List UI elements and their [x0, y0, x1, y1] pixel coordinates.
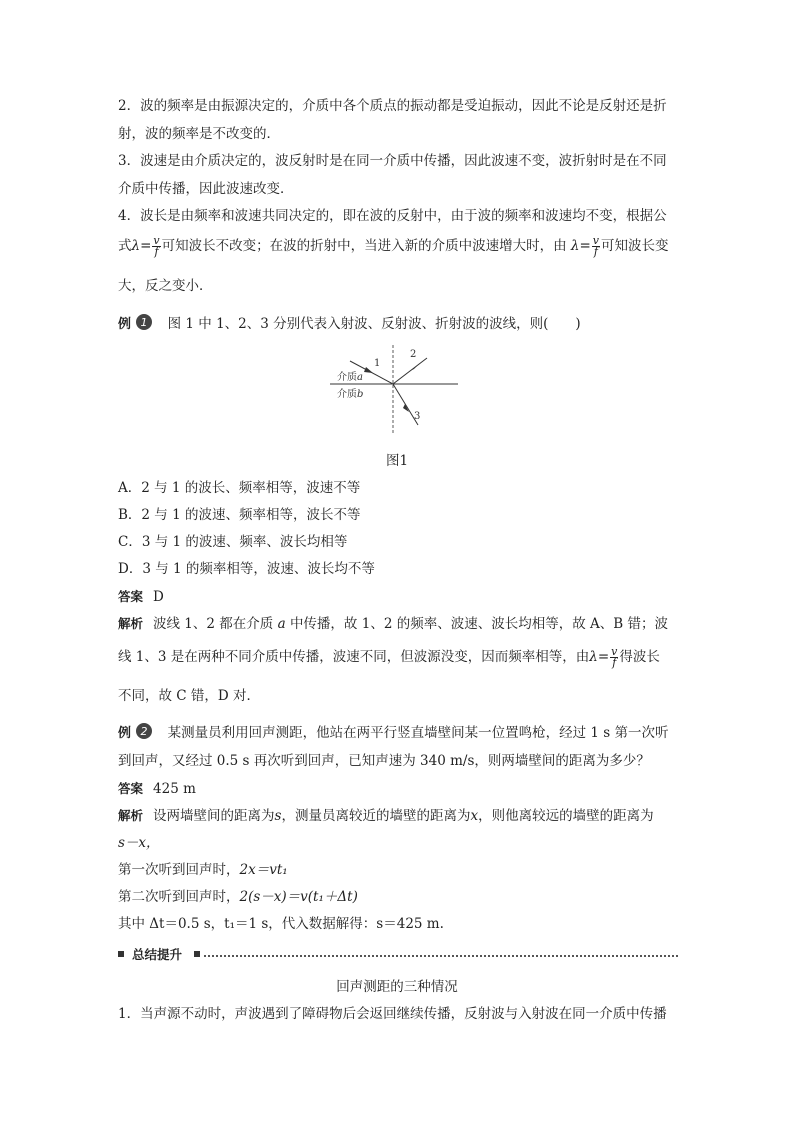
figure-caption: 图1 — [385, 453, 409, 469]
example2-line2: 到回声，又经过 0.5 s 再次听到回声，已知声速为 340 m/s，则两墙壁间的距离为多少？ — [118, 753, 650, 769]
svg-text:介质b: 介质b — [337, 389, 364, 400]
square-bullet-icon — [194, 951, 200, 957]
option-d: D．3 与 1 的频率相等，波速、波长均不等 — [118, 561, 375, 577]
para4-line3: 大，反之变小． — [118, 278, 213, 294]
number-circle-icon — [135, 722, 153, 740]
para2-line2: 射，波的频率是不改变的． — [118, 126, 280, 142]
para4-line1: 4．波长是由频率和波速共同决定的，即在波的反射中，由于波的频率和波速均不变，根据公 — [118, 208, 667, 224]
svg-text:3: 3 — [414, 411, 421, 422]
example2-line1: 例 2 某测量员利用回声测距，他站在两平行竖直墙壁间某一位置鸣枪，经过 1 s 第一次听 — [118, 722, 669, 744]
svg-text:介质a: 介质a — [337, 372, 363, 383]
option-c: C．3 与 1 的波速、频率、波长均相等 — [118, 534, 348, 550]
svg-text:1: 1 — [140, 316, 148, 329]
example2-analysis-line1: 解析 设两墙壁间的距离为s，测量员离较近的墙壁的距离为x，则他离较远的墙壁的距离为 — [118, 808, 654, 824]
option-b: B．2 与 1 的波速、频率相等，波长不等 — [118, 507, 361, 523]
svg-text:2: 2 — [140, 725, 148, 738]
fraction-v-over-f: $\frac{v}{f}$ — [592, 234, 599, 258]
example2-second-echo: 第二次听到回声时，2(s－x)＝v(t₁＋Δt) — [118, 889, 358, 905]
example2-answer: 答案 425 m — [118, 781, 196, 797]
number-circle-icon — [135, 313, 153, 331]
example1-stem: 例 1 图 1 中 1、2、3 分别代表入射波、反射波、折射波的波线，则( ) — [118, 313, 581, 335]
summary-header: 总结提升 — [118, 945, 678, 965]
example2-final: 其中 Δt＝0.5 s，t₁＝1 s，代入数据解得：s＝425 m. — [118, 916, 444, 932]
svg-text:2: 2 — [410, 349, 417, 360]
example2-analysis-line2: s－x， — [118, 835, 160, 851]
square-bullet-icon — [118, 951, 124, 957]
example1-analysis-line3: 不同，故 C 错，D 对． — [118, 688, 261, 704]
para3-line1: 3．波速是由介质决定的，波反射时是在同一介质中传播，因此波速不变，波折射时是在不同 — [118, 153, 667, 169]
example1-analysis-line2: 线 1、3 是在两种不同介质中传播，波速不同，但波源没变，因而频率相等，由λ= $\frac{v}{f}$ 得波长 — [118, 645, 660, 669]
figure-reflection-refraction — [330, 345, 470, 435]
para3-line2: 介质中传播，因此波速改变． — [118, 181, 294, 197]
example2-first-echo: 第一次听到回声时，2x＝vt₁ — [118, 862, 288, 878]
example1-answer: 答案 D — [118, 589, 164, 605]
para4-line2: 式λ= $\frac{v}{f}$ 可知波长不改变；在波的折射中，当进入新的介质中波速增大时，由 λ= $\frac{v}{f}$ 可知波长变 — [118, 234, 669, 258]
fraction-v-over-f: $\frac{v}{f}$ — [611, 645, 618, 669]
fraction-v-over-f: $\frac{v}{f}$ — [153, 234, 160, 258]
example1-badge: 例 1 — [118, 313, 153, 335]
para2-line1: 2．波的频率是由振源决定的，介质中各个质点的振动都是受迫振动，因此不论是反射还是折 — [118, 98, 667, 114]
svg-text:1: 1 — [374, 358, 381, 369]
example1-analysis-line1: 解析 波线 1、2 都在介质 a 中传播，故 1、2 的频率、波速、波长均相等，故 A、B 错；波 — [118, 616, 668, 632]
example2-badge: 例 2 — [118, 722, 153, 744]
dotted-divider — [204, 955, 678, 957]
summary-line1: 1．当声源不动时，声波遇到了障碍物后会返回继续传播，反射波与入射波在同一介质中传播 — [118, 1006, 667, 1022]
summary-title: 回声测距的三种情况 — [336, 979, 458, 995]
option-a: A．2 与 1 的波长、频率相等，波速不等 — [118, 480, 361, 496]
